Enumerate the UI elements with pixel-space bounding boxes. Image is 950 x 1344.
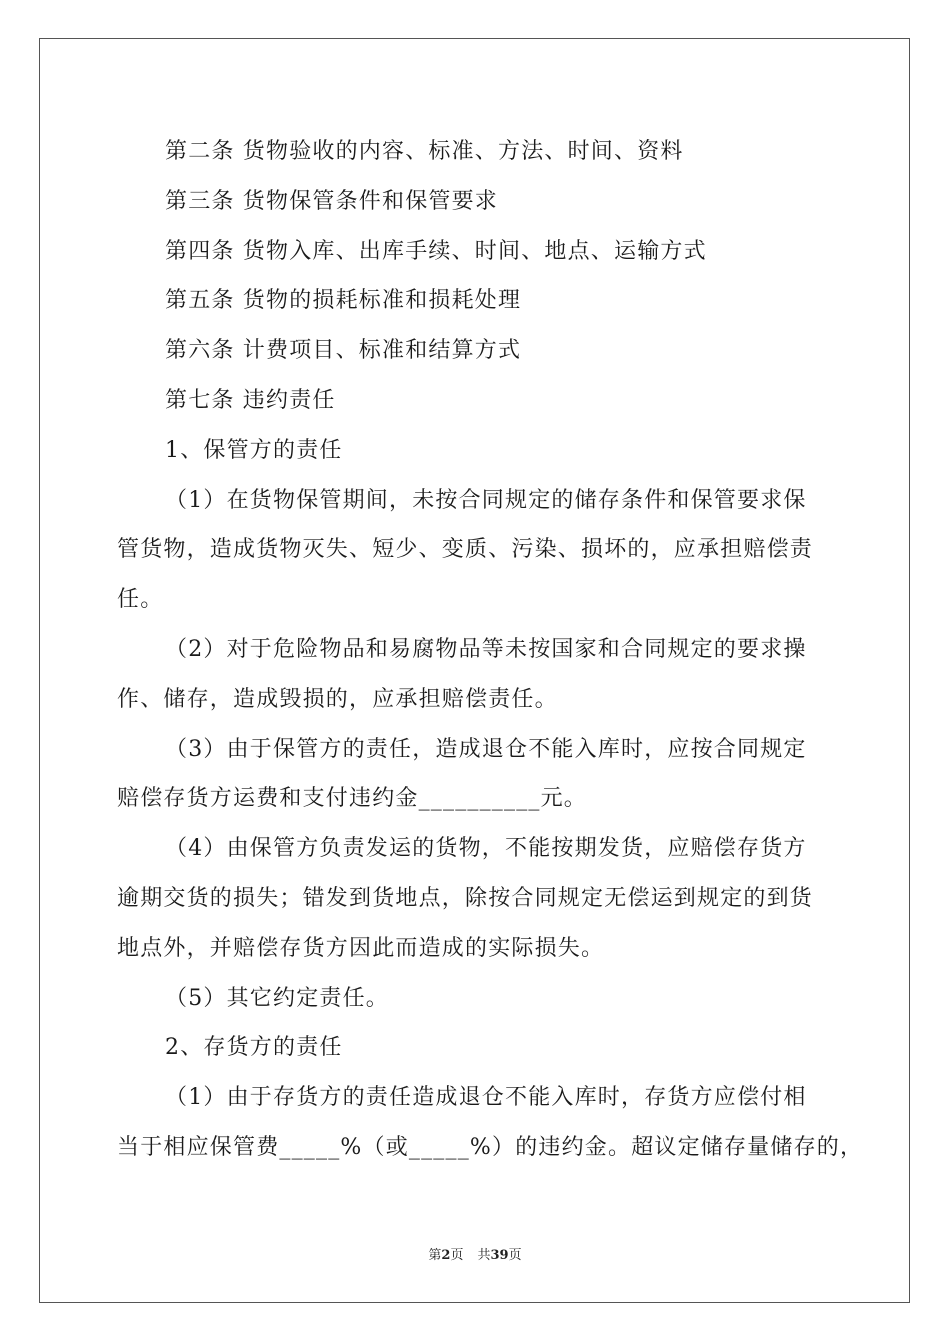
custodian-liability-heading: 1、保管方的责任 bbox=[165, 437, 343, 463]
paragraph-line: 当于相应保管费_____%（或_____%）的违约金。超议定储存量储存的， bbox=[117, 1134, 864, 1160]
footer-page-suffix: 页 bbox=[450, 1248, 464, 1263]
footer-total-prefix: 共 bbox=[477, 1248, 491, 1263]
clause-2-heading: 第二条 货物验收的内容、标准、方法、时间、资料 bbox=[165, 139, 684, 164]
paragraph-line: （1）在货物保管期间，未按合同规定的储存条件和保管要求保 bbox=[165, 487, 807, 513]
document-body bbox=[117, 127, 864, 1173]
paragraph-line: 赔偿存货方运费和支付违约金__________元。 bbox=[117, 786, 588, 812]
paragraph-line: （1）由于存货方的责任造成退仓不能入库时，存货方应偿付相 bbox=[165, 1085, 807, 1111]
footer-page-number: 2 bbox=[441, 1248, 451, 1263]
paragraph-line: 任。 bbox=[117, 587, 164, 613]
clause-4-heading: 第四条 货物入库、出库手续、时间、地点、运输方式 bbox=[165, 238, 707, 264]
depositor-liability-heading: 2、存货方的责任 bbox=[165, 1035, 343, 1061]
footer-page-prefix: 第 bbox=[428, 1248, 442, 1263]
page-footer bbox=[0, 1244, 950, 1263]
clause-6-heading: 第六条 计费项目、标准和结算方式 bbox=[165, 338, 522, 364]
clause-5-heading: 第五条 货物的损耗标准和损耗处理 bbox=[165, 288, 522, 314]
paragraph-line: （3）由于保管方的责任，造成退仓不能入库时，应按合同规定 bbox=[165, 736, 807, 762]
paragraph-line: 逾期交货的损失；错发到货地点，除按合同规定无偿运到规定的到货 bbox=[117, 885, 814, 911]
paragraph-line: 地点外，并赔偿存货方因此而造成的实际损失。 bbox=[117, 935, 605, 961]
paragraph-line: （4）由保管方负责发运的货物，不能按期发货，应赔偿存货方 bbox=[165, 836, 807, 862]
clause-7-heading: 第七条 违约责任 bbox=[165, 387, 336, 413]
footer-total-suffix: 页 bbox=[508, 1248, 522, 1263]
paragraph-line: （2）对于危险物品和易腐物品等未按国家和合同规定的要求操 bbox=[165, 636, 807, 662]
paragraph-line: 作、储存，造成毁损的，应承担赔偿责任。 bbox=[117, 686, 558, 712]
footer-total-pages: 39 bbox=[490, 1248, 509, 1263]
paragraph-line: 管货物，造成货物灭失、短少、变质、污染、损坏的，应承担赔偿责 bbox=[117, 537, 814, 563]
clause-3-heading: 第三条 货物保管条件和保管要求 bbox=[165, 188, 498, 214]
paragraph-line: （5）其它约定责任。 bbox=[165, 985, 389, 1011]
